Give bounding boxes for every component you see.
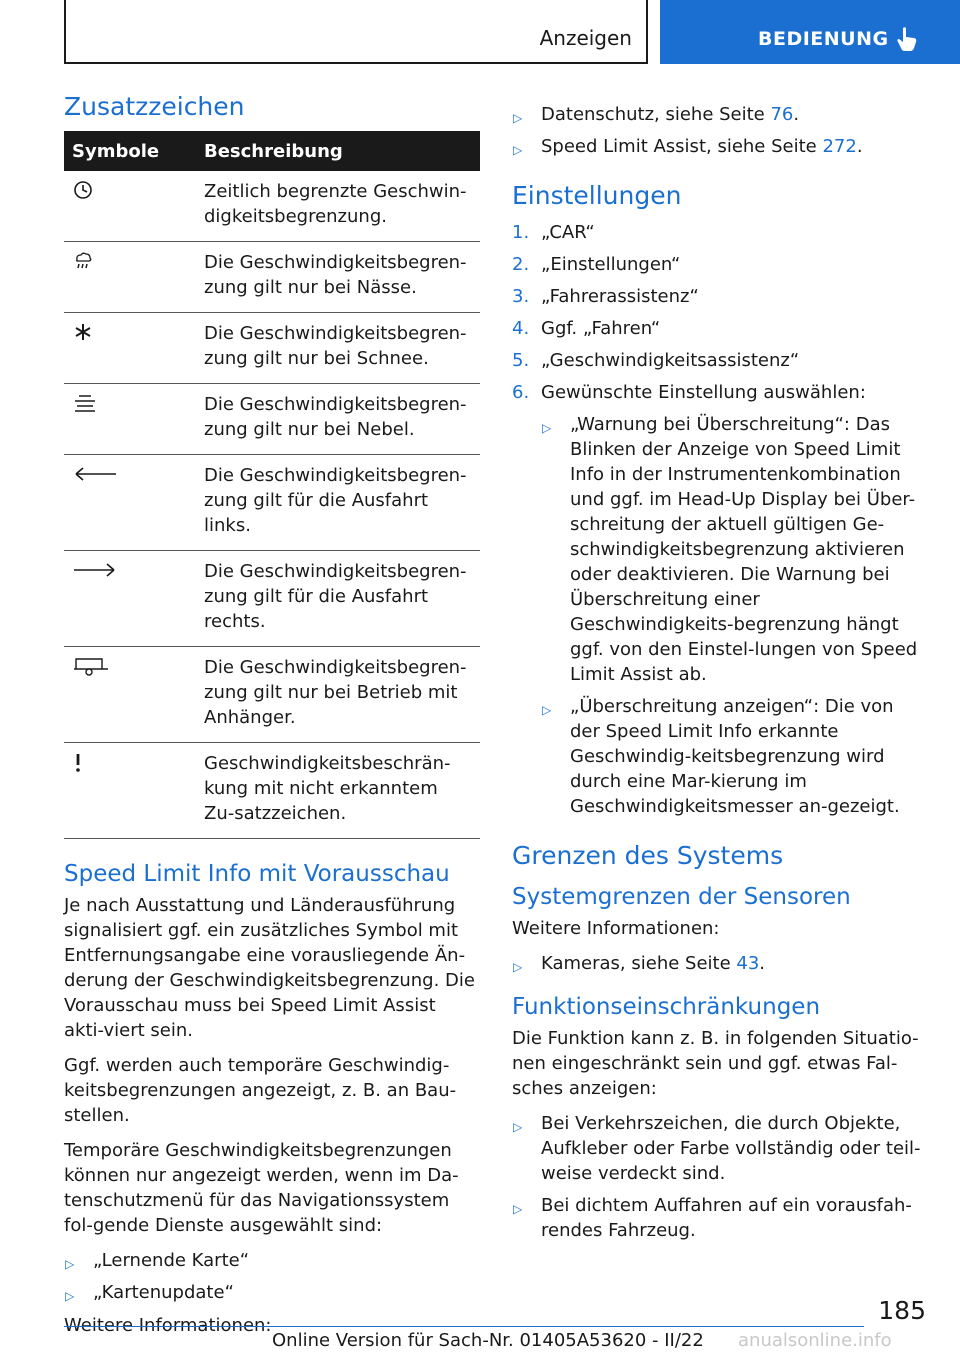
table-cell-description: Die Geschwindigkeitsbegren-zung gilt nur bei Schnee.: [196, 313, 480, 384]
footer-divider: [64, 1326, 864, 1327]
exclamation-icon: [72, 757, 84, 778]
bullet-triangle-icon: ▷: [542, 703, 552, 717]
bullet-triangle-icon: ▷: [513, 1202, 523, 1216]
left-column: [64, 92, 480, 1348]
table-cell-description: Die Geschwindigkeitsbegren-zung gilt nur bei Betrieb mit Anhänger.: [196, 647, 480, 743]
sub-bullet-list: [541, 412, 924, 819]
list-item: ▷ „Lernende Karte“: [64, 1248, 480, 1273]
table-row: [64, 551, 480, 647]
table-cell-description: Die Geschwindigkeitsbegren-zung gilt für die Ausfahrt links.: [196, 455, 480, 551]
list-item: 3. „Fahrerassistenz“: [512, 286, 699, 307]
section-title-funktion: Funktionseinschränkungen: [512, 994, 821, 1020]
paragraph: Weitere Informationen:: [512, 918, 720, 939]
header-chapter-title: BEDIENUNG: [758, 28, 889, 50]
page-reference-link[interactable]: 76: [770, 104, 794, 125]
paragraph: Weitere Informationen:: [64, 1315, 272, 1336]
rain-icon: [72, 256, 94, 277]
section-title-einstellungen: Einstellungen: [512, 181, 682, 210]
list-item: 1. „CAR“: [512, 222, 595, 243]
bullet-triangle-icon: ▷: [513, 111, 523, 125]
table-cell-description: Zeitlich begrenzte Geschwin-digkeitsbegrenzung.: [196, 171, 480, 242]
footer-online-version: Online Version für Sach-Nr. 01405A53620 - II/22: [272, 1330, 704, 1351]
right-column: [512, 92, 924, 1251]
list-item: ▷ „Warnung bei Überschreitung“: Das Blinken der Anzeige von Speed Limit Info in der Instrumentenkombination und ggf. im Head-Up Display bei Über-schreitung der aktuell gültigen Ge-schwindigkeitsbegrenzung aktivieren oder deaktivieren. Die Warnung bei Überschreitung einer Geschwindigkeits-begrenzung hängt ggf. von den Einstel-lungen von Speed Limit Assist ab.: [542, 414, 918, 685]
list-item: ▷ Bei dichtem Auffahren auf ein vorausfah-rendes Fahrzeug.: [513, 1195, 912, 1241]
paragraph: Die Funktion kann z. B. in folgenden Situatio-nen eingeschränkt sein und ggf. etwas Fal-sches anzeigen:: [512, 1028, 919, 1099]
watermark: anualsonline.info: [738, 1330, 892, 1351]
list-item: 2. „Einstellungen“: [512, 254, 681, 275]
table-cell-description: Die Geschwindigkeitsbegren-zung gilt nur bei Nässe.: [196, 242, 480, 313]
table-row: [64, 384, 480, 455]
table-header-beschreibung: Beschreibung: [196, 131, 480, 171]
bullet-list: [64, 1248, 480, 1305]
trailer-icon: [72, 661, 110, 682]
bullet-triangle-icon: ▷: [65, 1257, 75, 1271]
section-title-grenzen: Grenzen des Systems: [512, 841, 784, 870]
bullet-triangle-icon: ▷: [513, 960, 523, 974]
symbol-table: [64, 131, 480, 839]
bullet-triangle-icon: ▷: [513, 143, 523, 157]
hand-pointer-icon: [896, 26, 918, 56]
page-reference-link[interactable]: 272: [822, 136, 857, 157]
arrow-right-icon: [72, 565, 118, 586]
bullet-triangle-icon: ▷: [65, 1289, 75, 1303]
clock-icon: [72, 185, 94, 206]
list-item: ▷ Datenschutz, siehe Seite 76.: [512, 102, 924, 127]
snowflake-icon: [72, 327, 94, 348]
paragraph: Temporäre Geschwindigkeitsbegrenzungen können nur angezeigt werden, wenn im Da-tenschutzmenü für das Navigationssystem fol-gende Dienste ausgewählt sind:: [64, 1140, 459, 1236]
paragraph: Je nach Ausstattung und Länderausführung signalisiert ggf. ein zusätzliches Symbol mit Entfernungsangabe eine vorausliegende Än-derung der Geschwindigkeitsbegrenzung. Die Vorausschau muss bei Speed Limit Assist akti-viert sein.: [64, 895, 475, 1041]
header-section-box: [64, 0, 648, 64]
bullet-list: [512, 951, 924, 976]
paragraph: Ggf. werden auch temporäre Geschwindig-keitsbegrenzungen angezeigt, z. B. an Bau-stellen.: [64, 1055, 457, 1126]
list-item: ▷ „Überschreitung anzeigen“: Die von der Speed Limit Info erkannte Geschwindig-keitsbegrenzung wird durch eine Mar-kierung im Geschwindigkeitsmesser an-gezeigt.: [542, 696, 900, 817]
numbered-steps: [512, 220, 924, 405]
table-row: [64, 171, 480, 242]
bullet-triangle-icon: ▷: [513, 1120, 523, 1134]
table-row: [64, 455, 480, 551]
table-row: [64, 647, 480, 743]
arrow-left-icon: [72, 469, 118, 490]
table-row: [64, 743, 480, 839]
section-title-sensoren: Systemgrenzen der Sensoren: [512, 884, 851, 910]
table-header-row: [64, 131, 480, 171]
list-item: ▷ Kameras, siehe Seite 43.: [512, 951, 924, 976]
list-item: 5. „Geschwindigkeitsassistenz“: [512, 350, 800, 371]
table-cell-description: Die Geschwindigkeitsbegren-zung gilt nur bei Nebel.: [196, 384, 480, 455]
list-item: 4. Ggf. „Fahren“: [512, 318, 661, 339]
header-chapter-tab: [660, 0, 960, 64]
page-number: 185: [878, 1296, 926, 1325]
table-row: [64, 242, 480, 313]
list-item: ▷ Speed Limit Assist, siehe Seite 272.: [512, 134, 924, 159]
section-title-zusatzzeichen: Zusatzzeichen: [64, 92, 245, 121]
list-item: 6. Gewünschte Einstellung auswählen:: [512, 382, 866, 403]
table-row: [64, 313, 480, 384]
list-item: ▷ Bei Verkehrszeichen, die durch Objekte, Aufkleber oder Farbe vollständig oder teil-weise verdeckt sind.: [513, 1113, 921, 1184]
bullet-triangle-icon: ▷: [542, 421, 552, 435]
header-section-title: Anzeigen: [539, 26, 632, 50]
bullet-list: [512, 102, 924, 159]
list-item: ▷ „Kartenupdate“: [64, 1280, 480, 1305]
section-title-speed-limit-preview: Speed Limit Info mit Vorausschau: [64, 861, 450, 887]
fog-icon: [72, 398, 98, 419]
page-reference-link[interactable]: 43: [736, 953, 760, 974]
bullet-list: [512, 1111, 924, 1243]
table-cell-description: Geschwindigkeitsbeschrän-kung mit nicht erkanntem Zu-satzzeichen.: [196, 743, 480, 839]
table-header-symbole: Symbole: [64, 131, 196, 171]
table-cell-description: Die Geschwindigkeitsbegren-zung gilt für die Ausfahrt rechts.: [196, 551, 480, 647]
